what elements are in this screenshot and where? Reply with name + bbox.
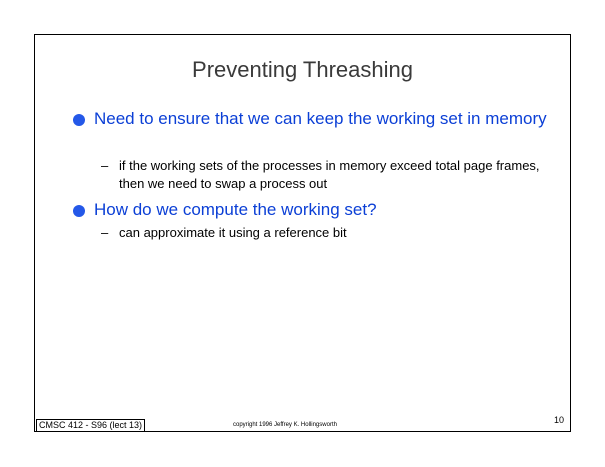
footer-copyright: copyright 1996 Jeffrey K. Hollingsworth — [233, 422, 337, 428]
sub-bullet-item — [101, 224, 549, 242]
sub-bullet-dash: – — [101, 158, 109, 173]
bullet-text: Need to ensure that we can keep the working set in memory — [94, 109, 547, 128]
bullet-item — [94, 199, 554, 221]
sub-bullet-text: if the working sets of the processes in memory exceed total page frames, then we need to swap a process out — [119, 158, 540, 191]
bullet-text: How do we compute the working set? — [94, 200, 377, 219]
bullet-item — [94, 108, 554, 130]
bullet-dot-icon — [73, 114, 85, 126]
sub-bullet-text: can approximate it using a reference bit — [119, 225, 347, 240]
page-number: 10 — [554, 415, 565, 425]
sub-bullet-dash: – — [101, 225, 109, 240]
footer-course-label: CMSC 412 - S96 (lect 13) — [36, 419, 145, 432]
slide-title: Preventing Threashing — [192, 57, 413, 82]
bullet-dot-icon — [73, 205, 85, 217]
sub-bullet-item — [101, 157, 549, 193]
